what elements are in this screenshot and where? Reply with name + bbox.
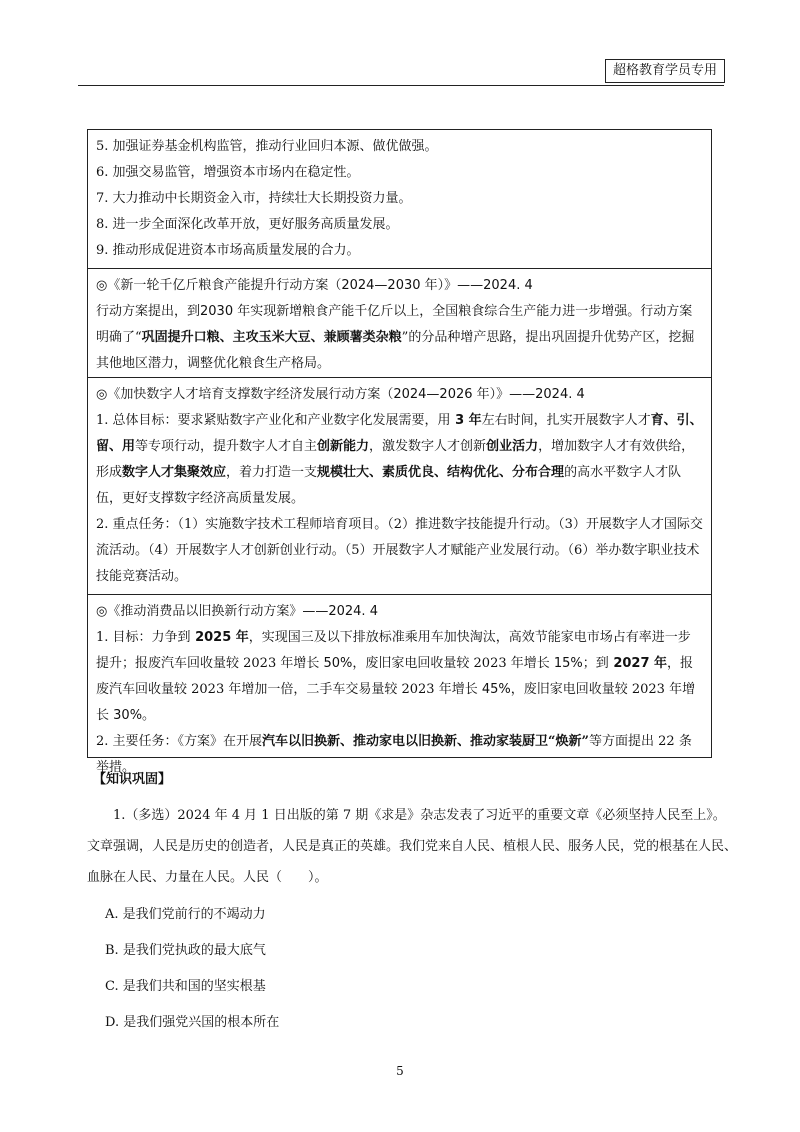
text: 左右时间，扎实开展数字人才	[481, 413, 651, 428]
text: 1. 目标：力争到	[96, 630, 191, 645]
text: 的高水平数字人才队伍，更好支撑数字经济高质量发展。	[96, 465, 682, 506]
text: ，报废汽车回收量较 2023 年增加一倍，二手车交易量较 2023 年增长	[96, 656, 694, 697]
box1-line: 5. 加强证券基金机构监管，推动行业回归本源、做优做强。	[96, 139, 438, 154]
box2-title: ◎《新一轮千亿斤粮食产能提升行动方案（2024—2030 年）》——2024. 4	[96, 278, 533, 293]
text: 等方面提出 22 条举措。	[96, 734, 692, 775]
text: 汽车以旧换新、推动家电以旧换新、推动家装厨卫“焕新”	[262, 734, 590, 749]
text: 规模壮大、素质优良、结构优化、分布合理	[317, 465, 565, 480]
box-digital-talent	[87, 377, 712, 595]
text: 3 年	[450, 413, 482, 428]
text: ，废旧家电回收量较 2023 年增长	[96, 682, 696, 723]
header-rule	[78, 85, 724, 86]
text: 50%	[319, 656, 353, 671]
box3-tasks: 2. 重点任务：（1）实施数字技术工程师培育项目。（2）推进数字技能提升行动。（3）开展数字人才国际交流活动。（4）开展数字人才创新创业行动。（5）开展数字人才赋能产业发展行动。（6）举办数字职业技术技能竞赛活动。	[96, 517, 703, 584]
text: 45%	[477, 682, 511, 697]
text: ，实现国三及以下排放标准乘用车加快淘汰，高效节能家电市场占有率进一步提升；报废汽车回收量较 2023 年增长	[96, 630, 691, 671]
text: 1. 总体目标：要求紧贴数字产业化和产业数字化发展需要，用	[96, 413, 451, 428]
text: 30%	[109, 708, 143, 723]
box1-line: 8. 进一步全面深化改革开放，更好服务高质量发展。	[96, 217, 399, 232]
text: 2025 年	[190, 630, 249, 645]
box1-line: 9. 推动形成促进资本市场高质量发展的合力。	[96, 243, 360, 258]
text: 巩固提升口粮、主攻玉米大豆、兼顾薯类杂粮	[141, 330, 402, 345]
option-b[interactable]: B. 是我们党执政的最大底气	[105, 943, 266, 958]
text: 育、引、留、用	[96, 413, 703, 454]
box-grain-plan	[87, 268, 712, 378]
box-trade-in	[87, 594, 712, 775]
text: ；到	[582, 656, 609, 671]
box2-body	[96, 299, 703, 377]
box1-line: 7. 大力推动中长期资金入市，持续壮大长期投资力量。	[96, 191, 412, 206]
text: 2. 主要任务：《方案》在开展	[96, 734, 263, 749]
text: 2027 年	[608, 656, 668, 671]
option-a[interactable]: A. 是我们党前行的不竭动力	[105, 907, 266, 922]
text: 创业活力	[486, 439, 539, 454]
header-tag: 超格教育学员专用	[605, 59, 725, 83]
option-c[interactable]: C. 是我们共和国的坚实根基	[105, 979, 266, 994]
knowledge-heading: 【知识巩固】	[93, 772, 172, 787]
text: 15%	[549, 656, 583, 671]
text: ”的分品种增产思路，提出巩固提升优势产区，挖掘其他地区潜力，调整优化粮食生产格局。	[96, 330, 695, 371]
box3-goal	[96, 408, 703, 512]
box-capital-market	[87, 129, 712, 269]
box4-title: ◎《推动消费品以旧换新行动方案》——2024. 4	[96, 604, 378, 619]
box1-line: 6. 加强交易监管，增强资本市场内在稳定性。	[96, 165, 360, 180]
text: ，激发数字人才创新	[369, 439, 487, 454]
text: ，增加数字人才有效供给，形成	[96, 439, 695, 480]
page-number: 5	[396, 1064, 404, 1078]
text: 行动方案提出，到	[96, 304, 201, 319]
text: 。	[142, 708, 156, 723]
text: 数字人才集聚效应	[122, 465, 227, 480]
box3-title: ◎《加快数字人才培育支撑数字经济发展行动方案（2024—2026 年）》——2024. 4	[96, 387, 585, 402]
text: ，着力打造一支	[226, 465, 318, 480]
question-text: 1.（多选）2024 年 4 月 1 日出版的第 7 期《求是》杂志发表了习近平的重要文章《必须坚持人民至上》。文章强调，人民是历史的创造者，人民是真正的英雄。我们党来自人民、植根人民、服务人民，党的根基在人民、血脉在人民、力量在人民。人民（ ）。	[87, 808, 738, 885]
option-d[interactable]: D. 是我们强党兴国的根本所在	[105, 1015, 280, 1030]
text: 创新能力	[317, 439, 370, 454]
knowledge-section	[87, 766, 737, 1037]
text: ，废旧家电回收量较 2023 年增长	[352, 656, 550, 671]
text: 实现新增粮食产能千亿斤以上，全国粮食综合生产能力进一步增强。行动方案明确了“	[96, 304, 693, 345]
text: 2030 年	[200, 304, 251, 319]
text: 等专项行动，提升数字人才自主	[135, 439, 318, 454]
box4-goals	[96, 625, 703, 729]
